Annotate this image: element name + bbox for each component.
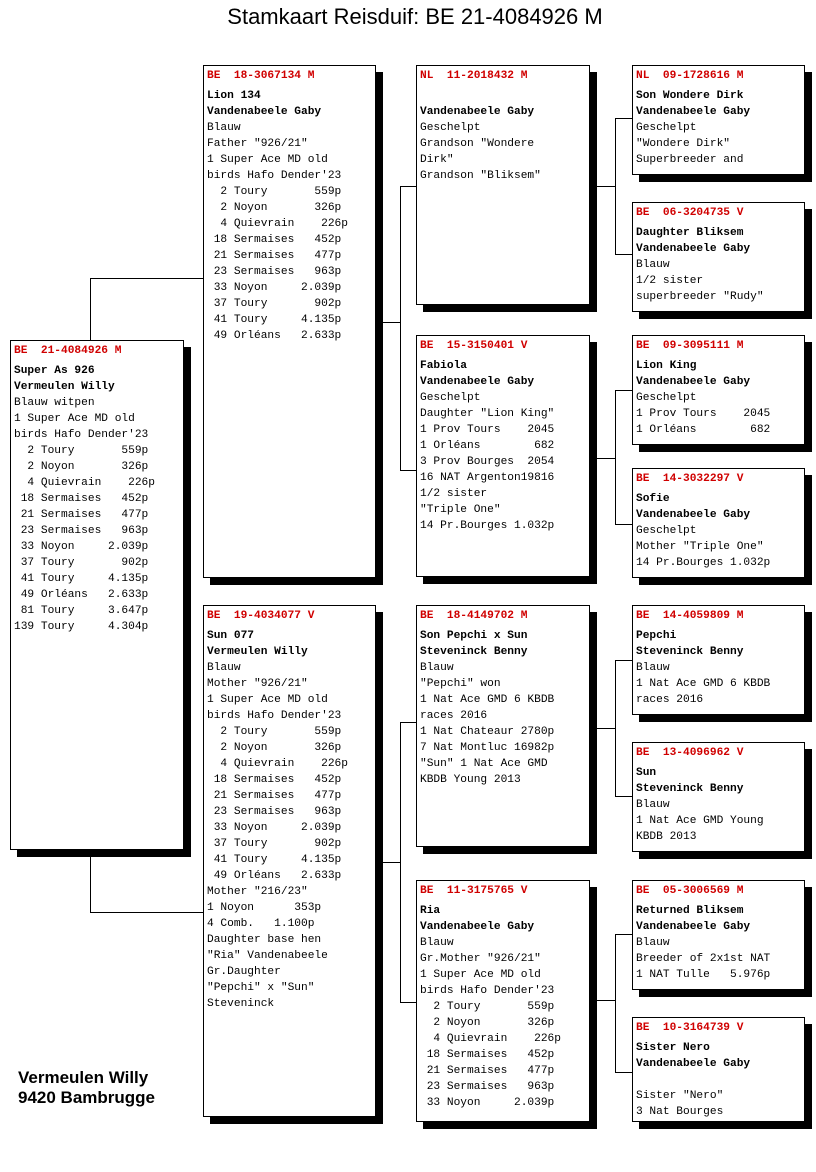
info-line: Superbreeder and	[636, 154, 744, 166]
ring-number: BE 14-3032297 V	[636, 473, 744, 485]
breeder-name: Vandenabeele Gaby	[420, 106, 535, 118]
connector-line	[90, 912, 204, 913]
info-line: 23 Sermaises 963p	[207, 806, 342, 818]
pigeon-name: Sun 077	[207, 630, 254, 642]
connector-line	[597, 1000, 615, 1001]
ring-number: BE 14-4059809 M	[636, 610, 744, 622]
pigeon-card-father-father	[416, 65, 590, 305]
connector-line	[400, 186, 401, 470]
connector-line	[615, 660, 616, 796]
breeder-name: Vandenabeele Gaby	[636, 243, 751, 255]
owner-name: Vermeulen Willy	[18, 1068, 149, 1087]
breeder-name: Steveninck Benny	[636, 646, 744, 658]
info-line: 23 Sermaises 963p	[420, 1081, 555, 1093]
info-line: 16 NAT Argenton19816	[420, 472, 555, 484]
info-line: Breeder of 2x1st NAT	[636, 953, 771, 965]
info-line: 21 Sermaises 477p	[207, 250, 342, 262]
info-line: 2 Toury 559p	[207, 726, 342, 738]
connector-line	[400, 722, 401, 1002]
info-line: 1/2 sister	[636, 275, 704, 287]
info-line: "Sun" 1 Nat Ace GMD	[420, 758, 548, 770]
connector-line	[383, 322, 400, 323]
info-line: 49 Orléans 2.633p	[14, 589, 149, 601]
pigeon-card-mother-father	[416, 605, 590, 847]
breeder-name: Vandenabeele Gaby	[207, 106, 322, 118]
pigeon-card-father	[203, 65, 376, 578]
info-line: races 2016	[420, 710, 488, 722]
info-line: 37 Toury 902p	[207, 298, 342, 310]
connector-line	[90, 856, 91, 912]
info-line: Daughter base hen	[207, 934, 322, 946]
pigeon-name: Lion King	[636, 360, 697, 372]
connector-line	[615, 118, 632, 119]
info-line: 41 Toury 4.135p	[207, 854, 342, 866]
info-line: Blauw	[636, 662, 670, 674]
ring-number: BE 21-4084926 M	[14, 345, 122, 357]
pigeon-card-father-mother	[416, 335, 590, 577]
ring-number: NL 11-2018432 M	[420, 70, 528, 82]
info-line: 49 Orléans 2.633p	[207, 330, 342, 342]
info-line: "Pepchi" won	[420, 678, 501, 690]
pigeon-name: Sofie	[636, 493, 670, 505]
info-line: 4 Quievrain 226p	[420, 1033, 561, 1045]
info-line: Mother "216/23"	[207, 886, 308, 898]
connector-line	[597, 186, 615, 187]
info-line: Mother "Triple One"	[636, 541, 764, 553]
breeder-name: Vandenabeele Gaby	[420, 376, 535, 388]
info-line: Blauw	[420, 662, 454, 674]
pigeon-name	[420, 88, 589, 104]
breeder-name: Steveninck Benny	[636, 783, 744, 795]
pigeon-card-fmf	[632, 335, 805, 445]
info-line: 1 Super Ace MD old	[14, 413, 135, 425]
info-line: Blauw	[636, 259, 670, 271]
info-line: 1 Super Ace MD old	[420, 969, 541, 981]
connector-line	[615, 390, 616, 524]
info-line: Daughter "Lion King"	[420, 408, 555, 420]
info-line: "Wondere Dirk"	[636, 138, 730, 150]
info-line: 33 Noyon 2.039p	[420, 1097, 555, 1109]
info-line: races 2016	[636, 694, 704, 706]
info-line: 4 Quievrain 226p	[207, 218, 348, 230]
info-line: 1 Nat Ace GMD 6 KBDB	[636, 678, 771, 690]
owner-address: 9420 Bambrugge	[18, 1088, 155, 1107]
info-line: KBDB Young 2013	[420, 774, 521, 786]
info-line: Geschelpt	[636, 122, 697, 134]
info-line: Blauw	[636, 937, 670, 949]
info-line: 4 Quievrain 226p	[14, 477, 155, 489]
info-line: 49 Orléans 2.633p	[207, 870, 342, 882]
connector-line	[400, 722, 417, 723]
owner-block	[18, 1068, 155, 1108]
breeder-name: Vandenabeele Gaby	[420, 921, 535, 933]
info-line: "Pepchi" x "Sun"	[207, 982, 315, 994]
info-line: 1 Nat Ace GMD Young	[636, 815, 764, 827]
info-line: 2 Noyon 326p	[207, 742, 342, 754]
info-line: birds Hafo Dender'23	[207, 170, 342, 182]
pigeon-name: Son Pepchi x Sun	[420, 630, 528, 642]
connector-line	[90, 278, 91, 340]
connector-line	[383, 862, 400, 863]
pigeon-card-fff	[632, 65, 805, 175]
info-line: 1 Prov Tours 2045	[420, 424, 555, 436]
info-line: 33 Noyon 2.039p	[207, 282, 342, 294]
info-line: Dirk"	[420, 154, 454, 166]
ring-number: BE 11-3175765 V	[420, 885, 528, 897]
connector-line	[615, 254, 632, 255]
info-line: 7 Nat Montluc 16982p	[420, 742, 555, 754]
ring-number: BE 13-4096962 V	[636, 747, 744, 759]
info-line: Grandson "Bliksem"	[420, 170, 541, 182]
connector-line	[400, 470, 417, 471]
info-line: "Ria" Vandenabeele	[207, 950, 328, 962]
info-line: 33 Noyon 2.039p	[14, 541, 149, 553]
ring-number: NL 09-1728616 M	[636, 70, 744, 82]
pigeon-card-ffm	[632, 202, 805, 312]
info-line	[636, 1072, 804, 1088]
info-line: 4 Quievrain 226p	[207, 758, 348, 770]
info-line: 1 Super Ace MD old	[207, 154, 328, 166]
breeder-name: Vermeulen Willy	[207, 646, 308, 658]
info-line: Blauw witpen	[14, 397, 95, 409]
info-line: 1 Super Ace MD old	[207, 694, 328, 706]
pigeon-card-mfm	[632, 742, 805, 852]
info-line: 37 Toury 902p	[207, 838, 342, 850]
pigeon-name: Pepchi	[636, 630, 677, 642]
info-line: 37 Toury 902p	[14, 557, 149, 569]
pigeon-card-mother	[203, 605, 376, 1117]
breeder-name: Vandenabeele Gaby	[636, 509, 751, 521]
info-line: Blauw	[207, 662, 241, 674]
connector-line	[615, 796, 632, 797]
pigeon-card-mmm	[632, 1017, 805, 1122]
info-line: 3 Prov Bourges 2054	[420, 456, 555, 468]
ring-number: BE 05-3006569 M	[636, 885, 744, 897]
connector-line	[400, 186, 417, 187]
pigeon-name: Son Wondere Dirk	[636, 90, 744, 102]
breeder-name: Vandenabeele Gaby	[636, 921, 751, 933]
info-line: 18 Sermaises 452p	[420, 1049, 555, 1061]
connector-line	[615, 934, 616, 1072]
connector-line	[597, 728, 615, 729]
info-line: 21 Sermaises 477p	[420, 1065, 555, 1077]
info-line: 41 Toury 4.135p	[207, 314, 342, 326]
pigeon-name: Sun	[636, 767, 657, 779]
info-line: 1 Prov Tours 2045	[636, 408, 771, 420]
info-line: 139 Toury 4.304p	[14, 621, 149, 633]
info-line: Father "926/21"	[207, 138, 308, 150]
info-line: 18 Sermaises 452p	[207, 774, 342, 786]
info-line: Mother "926/21"	[207, 678, 308, 690]
info-line: 2 Noyon 326p	[14, 461, 149, 473]
info-line: 81 Toury 3.647p	[14, 605, 149, 617]
info-line: 41 Toury 4.135p	[14, 573, 149, 585]
info-line: 21 Sermaises 477p	[207, 790, 342, 802]
info-line: 1 Nat Ace GMD 6 KBDB	[420, 694, 555, 706]
connector-line	[615, 118, 616, 254]
info-line: 2 Noyon 326p	[420, 1017, 555, 1029]
connector-line	[615, 934, 632, 935]
ring-number: BE 18-3067134 M	[207, 70, 315, 82]
info-line: 23 Sermaises 963p	[207, 266, 342, 278]
info-line: KBDB 2013	[636, 831, 697, 843]
info-line: Gr.Daughter	[207, 966, 281, 978]
info-line: 2 Toury 559p	[207, 186, 342, 198]
info-line: 18 Sermaises 452p	[14, 493, 149, 505]
pigeon-card-subject	[10, 340, 184, 850]
pigeon-name: Daughter Bliksem	[636, 227, 744, 239]
info-line: 1 NAT Tulle 5.976p	[636, 969, 771, 981]
pigeon-name: Sister Nero	[636, 1042, 710, 1054]
info-line: Blauw	[636, 799, 670, 811]
info-line: 14 Pr.Bourges 1.032p	[636, 557, 771, 569]
info-line: Geschelpt	[420, 392, 481, 404]
pigeon-card-fmm	[632, 468, 805, 578]
connector-line	[597, 458, 615, 459]
connector-line	[615, 660, 632, 661]
info-line: Grandson "Wondere	[420, 138, 535, 150]
ring-number: BE 10-3164739 V	[636, 1022, 744, 1034]
info-line: 2 Noyon 326p	[207, 202, 342, 214]
info-line: 1 Orléans 682	[420, 440, 555, 452]
pigeon-name: Ria	[420, 905, 441, 917]
ring-number: BE 18-4149702 M	[420, 610, 528, 622]
pigeon-card-mff	[632, 605, 805, 715]
info-line: 1 Nat Chateaur 2780p	[420, 726, 555, 738]
connector-line	[400, 1002, 417, 1003]
page-title: Stamkaart Reisduif: BE 21-4084926 M	[227, 4, 603, 29]
info-line: "Triple One"	[420, 504, 501, 516]
info-line: Gr.Mother "926/21"	[420, 953, 541, 965]
pigeon-name: Lion 134	[207, 90, 261, 102]
info-line: birds Hafo Dender'23	[420, 985, 555, 997]
info-line: 1/2 sister	[420, 488, 488, 500]
info-line: Geschelpt	[420, 122, 481, 134]
info-line: birds Hafo Dender'23	[14, 429, 149, 441]
breeder-name: Vandenabeele Gaby	[636, 1058, 751, 1070]
breeder-name: Vermeulen Willy	[14, 381, 115, 393]
info-line: Blauw	[207, 122, 241, 134]
breeder-name: Vandenabeele Gaby	[636, 376, 751, 388]
info-line: Geschelpt	[636, 392, 697, 404]
ring-number: BE 09-3095111 M	[636, 340, 744, 352]
info-line: 2 Toury 559p	[420, 1001, 555, 1013]
info-line: Geschelpt	[636, 525, 697, 537]
info-line: 23 Sermaises 963p	[14, 525, 149, 537]
info-line: 2 Toury 559p	[14, 445, 149, 457]
info-line: 1 Noyon 353p	[207, 902, 322, 914]
pigeon-name: Returned Bliksem	[636, 905, 744, 917]
info-line: 4 Comb. 1.100p	[207, 918, 315, 930]
pigeon-name: Super As 926	[14, 365, 95, 377]
ring-number: BE 15-3150401 V	[420, 340, 528, 352]
pigeon-card-mother-mother	[416, 880, 590, 1122]
info-line: 1 Orléans 682	[636, 424, 771, 436]
info-line: 21 Sermaises 477p	[14, 509, 149, 521]
connector-line	[90, 278, 204, 279]
info-line: Sister "Nero"	[636, 1090, 724, 1102]
info-line: Steveninck	[207, 998, 275, 1010]
breeder-name: Steveninck Benny	[420, 646, 528, 658]
connector-line	[615, 524, 632, 525]
info-line: 14 Pr.Bourges 1.032p	[420, 520, 555, 532]
info-line: 3 Nat Bourges	[636, 1106, 724, 1118]
pigeon-card-mmf	[632, 880, 805, 990]
pigeon-name: Fabiola	[420, 360, 467, 372]
connector-line	[615, 1072, 632, 1073]
info-line: 18 Sermaises 452p	[207, 234, 342, 246]
info-line: 33 Noyon 2.039p	[207, 822, 342, 834]
ring-number: BE 19-4034077 V	[207, 610, 315, 622]
info-line: superbreeder "Rudy"	[636, 291, 764, 303]
breeder-name: Vandenabeele Gaby	[636, 106, 751, 118]
info-line: Blauw	[420, 937, 454, 949]
connector-line	[615, 390, 632, 391]
ring-number: BE 06-3204735 V	[636, 207, 744, 219]
info-line: birds Hafo Dender'23	[207, 710, 342, 722]
